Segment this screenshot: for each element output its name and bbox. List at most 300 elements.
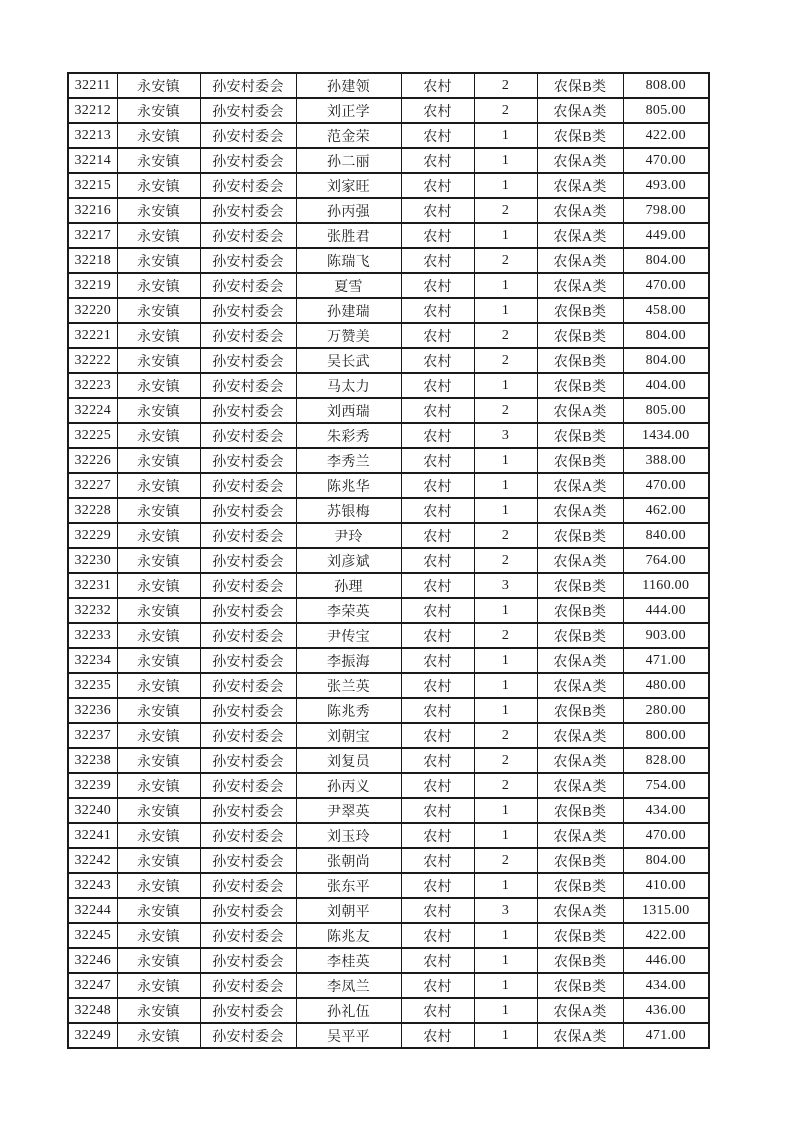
cell-residence-type: 农村 <box>401 298 474 323</box>
cell-village-committee: 孙安村委会 <box>200 273 296 298</box>
cell-person-count: 1 <box>474 473 537 498</box>
cell-serial-number: 32216 <box>68 198 117 223</box>
cell-residence-type: 农村 <box>401 798 474 823</box>
cell-residence-type: 农村 <box>401 548 474 573</box>
cell-residence-type: 农村 <box>401 448 474 473</box>
cell-town: 永安镇 <box>117 98 200 123</box>
cell-town: 永安镇 <box>117 498 200 523</box>
cell-residence-type: 农村 <box>401 523 474 548</box>
cell-village-committee: 孙安村委会 <box>200 173 296 198</box>
cell-town: 永安镇 <box>117 298 200 323</box>
cell-town: 永安镇 <box>117 398 200 423</box>
cell-village-committee: 孙安村委会 <box>200 898 296 923</box>
cell-person-count: 2 <box>474 723 537 748</box>
cell-person-name: 范金荣 <box>296 123 401 148</box>
cell-serial-number: 32238 <box>68 748 117 773</box>
cell-village-committee: 孙安村委会 <box>200 248 296 273</box>
cell-village-committee: 孙安村委会 <box>200 698 296 723</box>
cell-town: 永安镇 <box>117 1023 200 1048</box>
beneficiary-roster-table <box>67 72 710 1049</box>
cell-person-name: 孙丙义 <box>296 773 401 798</box>
table-row <box>68 623 709 648</box>
cell-village-committee: 孙安村委会 <box>200 823 296 848</box>
cell-town: 永安镇 <box>117 573 200 598</box>
cell-person-name: 李秀兰 <box>296 448 401 473</box>
cell-town: 永安镇 <box>117 73 200 98</box>
table-row <box>68 773 709 798</box>
cell-town: 永安镇 <box>117 348 200 373</box>
cell-serial-number: 32215 <box>68 173 117 198</box>
cell-person-name: 张胜君 <box>296 223 401 248</box>
cell-insurance-category: 农保B类 <box>537 423 623 448</box>
cell-insurance-category: 农保A类 <box>537 248 623 273</box>
cell-village-committee: 孙安村委会 <box>200 573 296 598</box>
cell-insurance-category: 农保B类 <box>537 298 623 323</box>
cell-residence-type: 农村 <box>401 998 474 1023</box>
cell-amount: 1434.00 <box>623 423 709 448</box>
table-row <box>68 273 709 298</box>
table-row <box>68 373 709 398</box>
cell-amount: 434.00 <box>623 798 709 823</box>
table-row <box>68 98 709 123</box>
cell-insurance-category: 农保A类 <box>537 548 623 573</box>
cell-town: 永安镇 <box>117 548 200 573</box>
table-row <box>68 998 709 1023</box>
cell-person-count: 1 <box>474 498 537 523</box>
cell-residence-type: 农村 <box>401 73 474 98</box>
cell-person-count: 1 <box>474 973 537 998</box>
cell-person-count: 3 <box>474 573 537 598</box>
cell-village-committee: 孙安村委会 <box>200 973 296 998</box>
cell-amount: 804.00 <box>623 348 709 373</box>
cell-town: 永安镇 <box>117 173 200 198</box>
cell-amount: 804.00 <box>623 848 709 873</box>
cell-amount: 804.00 <box>623 248 709 273</box>
table-row <box>68 198 709 223</box>
cell-person-name: 陈瑞飞 <box>296 248 401 273</box>
table-row <box>68 723 709 748</box>
cell-insurance-category: 农保B类 <box>537 523 623 548</box>
cell-serial-number: 32240 <box>68 798 117 823</box>
cell-amount: 410.00 <box>623 873 709 898</box>
cell-village-committee: 孙安村委会 <box>200 473 296 498</box>
cell-person-count: 2 <box>474 73 537 98</box>
cell-serial-number: 32227 <box>68 473 117 498</box>
cell-village-committee: 孙安村委会 <box>200 523 296 548</box>
cell-insurance-category: 农保A类 <box>537 148 623 173</box>
cell-person-count: 2 <box>474 848 537 873</box>
cell-town: 永安镇 <box>117 748 200 773</box>
cell-town: 永安镇 <box>117 198 200 223</box>
cell-town: 永安镇 <box>117 448 200 473</box>
cell-person-name: 尹玲 <box>296 523 401 548</box>
cell-town: 永安镇 <box>117 523 200 548</box>
cell-amount: 462.00 <box>623 498 709 523</box>
cell-person-name: 刘朝平 <box>296 898 401 923</box>
cell-town: 永安镇 <box>117 673 200 698</box>
cell-residence-type: 农村 <box>401 198 474 223</box>
cell-serial-number: 32228 <box>68 498 117 523</box>
table-row <box>68 348 709 373</box>
cell-person-name: 李凤兰 <box>296 973 401 998</box>
cell-insurance-category: 农保B类 <box>537 373 623 398</box>
cell-serial-number: 32239 <box>68 773 117 798</box>
cell-amount: 446.00 <box>623 948 709 973</box>
table-row <box>68 598 709 623</box>
cell-person-name: 张东平 <box>296 873 401 898</box>
cell-town: 永安镇 <box>117 723 200 748</box>
cell-village-committee: 孙安村委会 <box>200 423 296 448</box>
cell-residence-type: 农村 <box>401 698 474 723</box>
cell-town: 永安镇 <box>117 373 200 398</box>
cell-village-committee: 孙安村委会 <box>200 773 296 798</box>
cell-person-count: 2 <box>474 323 537 348</box>
cell-person-name: 吴长武 <box>296 348 401 373</box>
cell-serial-number: 32221 <box>68 323 117 348</box>
table-row <box>68 473 709 498</box>
cell-person-count: 2 <box>474 398 537 423</box>
cell-residence-type: 农村 <box>401 948 474 973</box>
cell-insurance-category: 农保B类 <box>537 848 623 873</box>
cell-residence-type: 农村 <box>401 598 474 623</box>
cell-village-committee: 孙安村委会 <box>200 348 296 373</box>
table-row <box>68 498 709 523</box>
cell-amount: 1160.00 <box>623 573 709 598</box>
cell-person-name: 刘西瑞 <box>296 398 401 423</box>
cell-village-committee: 孙安村委会 <box>200 323 296 348</box>
cell-residence-type: 农村 <box>401 898 474 923</box>
cell-serial-number: 32220 <box>68 298 117 323</box>
cell-person-name: 朱彩秀 <box>296 423 401 448</box>
cell-residence-type: 农村 <box>401 648 474 673</box>
cell-insurance-category: 农保B类 <box>537 798 623 823</box>
cell-village-committee: 孙安村委会 <box>200 148 296 173</box>
cell-person-name: 刘彦斌 <box>296 548 401 573</box>
cell-insurance-category: 农保B类 <box>537 698 623 723</box>
cell-town: 永安镇 <box>117 148 200 173</box>
cell-person-count: 1 <box>474 273 537 298</box>
cell-person-count: 2 <box>474 773 537 798</box>
cell-insurance-category: 农保A类 <box>537 223 623 248</box>
cell-person-count: 1 <box>474 698 537 723</box>
cell-person-count: 1 <box>474 823 537 848</box>
cell-insurance-category: 农保A类 <box>537 198 623 223</box>
cell-amount: 798.00 <box>623 198 709 223</box>
cell-village-committee: 孙安村委会 <box>200 598 296 623</box>
table-body <box>68 73 709 1048</box>
cell-amount: 280.00 <box>623 698 709 723</box>
cell-person-name: 李荣英 <box>296 598 401 623</box>
table-row <box>68 73 709 98</box>
cell-village-committee: 孙安村委会 <box>200 873 296 898</box>
cell-amount: 436.00 <box>623 998 709 1023</box>
cell-person-count: 3 <box>474 898 537 923</box>
cell-serial-number: 32232 <box>68 598 117 623</box>
cell-person-name: 孙二丽 <box>296 148 401 173</box>
cell-village-committee: 孙安村委会 <box>200 398 296 423</box>
cell-residence-type: 农村 <box>401 923 474 948</box>
cell-town: 永安镇 <box>117 598 200 623</box>
cell-person-count: 2 <box>474 623 537 648</box>
cell-town: 永安镇 <box>117 798 200 823</box>
cell-residence-type: 农村 <box>401 223 474 248</box>
cell-person-count: 1 <box>474 923 537 948</box>
cell-person-name: 万赞美 <box>296 323 401 348</box>
cell-amount: 805.00 <box>623 98 709 123</box>
cell-person-name: 马太力 <box>296 373 401 398</box>
cell-person-name: 夏雪 <box>296 273 401 298</box>
cell-person-name: 李振海 <box>296 648 401 673</box>
cell-amount: 471.00 <box>623 1023 709 1048</box>
cell-village-committee: 孙安村委会 <box>200 448 296 473</box>
cell-insurance-category: 农保A类 <box>537 723 623 748</box>
cell-residence-type: 农村 <box>401 273 474 298</box>
cell-insurance-category: 农保B类 <box>537 323 623 348</box>
cell-insurance-category: 农保B类 <box>537 623 623 648</box>
table-row <box>68 673 709 698</box>
table-row <box>68 823 709 848</box>
cell-serial-number: 32231 <box>68 573 117 598</box>
cell-serial-number: 32244 <box>68 898 117 923</box>
cell-residence-type: 农村 <box>401 873 474 898</box>
table-row <box>68 948 709 973</box>
cell-town: 永安镇 <box>117 223 200 248</box>
cell-village-committee: 孙安村委会 <box>200 998 296 1023</box>
cell-amount: 828.00 <box>623 748 709 773</box>
cell-person-count: 1 <box>474 948 537 973</box>
cell-amount: 480.00 <box>623 673 709 698</box>
cell-village-committee: 孙安村委会 <box>200 298 296 323</box>
cell-residence-type: 农村 <box>401 323 474 348</box>
cell-amount: 404.00 <box>623 373 709 398</box>
table-row <box>68 398 709 423</box>
cell-serial-number: 32212 <box>68 98 117 123</box>
cell-serial-number: 32224 <box>68 398 117 423</box>
cell-person-name: 陈兆友 <box>296 923 401 948</box>
cell-town: 永安镇 <box>117 998 200 1023</box>
cell-person-count: 2 <box>474 248 537 273</box>
cell-insurance-category: 农保B类 <box>537 873 623 898</box>
cell-person-name: 孙建领 <box>296 73 401 98</box>
cell-person-count: 1 <box>474 873 537 898</box>
cell-insurance-category: 农保A类 <box>537 898 623 923</box>
cell-person-name: 尹传宝 <box>296 623 401 648</box>
cell-residence-type: 农村 <box>401 748 474 773</box>
cell-town: 永安镇 <box>117 698 200 723</box>
cell-insurance-category: 农保A类 <box>537 473 623 498</box>
cell-residence-type: 农村 <box>401 173 474 198</box>
cell-village-committee: 孙安村委会 <box>200 373 296 398</box>
cell-serial-number: 32243 <box>68 873 117 898</box>
cell-village-committee: 孙安村委会 <box>200 198 296 223</box>
cell-amount: 458.00 <box>623 298 709 323</box>
cell-insurance-category: 农保A类 <box>537 498 623 523</box>
cell-person-name: 刘玉玲 <box>296 823 401 848</box>
table-row <box>68 1023 709 1048</box>
table-row <box>68 923 709 948</box>
cell-residence-type: 农村 <box>401 498 474 523</box>
cell-insurance-category: 农保B类 <box>537 923 623 948</box>
cell-amount: 903.00 <box>623 623 709 648</box>
cell-insurance-category: 农保B类 <box>537 448 623 473</box>
cell-insurance-category: 农保B类 <box>537 73 623 98</box>
cell-person-name: 张朝尚 <box>296 848 401 873</box>
cell-serial-number: 32236 <box>68 698 117 723</box>
table-row <box>68 973 709 998</box>
cell-person-name: 李桂英 <box>296 948 401 973</box>
table-row <box>68 873 709 898</box>
cell-town: 永安镇 <box>117 648 200 673</box>
cell-person-name: 孙理 <box>296 573 401 598</box>
cell-serial-number: 32229 <box>68 523 117 548</box>
cell-person-name: 尹翠英 <box>296 798 401 823</box>
cell-serial-number: 32219 <box>68 273 117 298</box>
table-row <box>68 848 709 873</box>
table-row <box>68 298 709 323</box>
cell-residence-type: 农村 <box>401 473 474 498</box>
cell-person-count: 1 <box>474 148 537 173</box>
cell-person-count: 2 <box>474 198 537 223</box>
cell-serial-number: 32214 <box>68 148 117 173</box>
cell-serial-number: 32241 <box>68 823 117 848</box>
cell-residence-type: 农村 <box>401 823 474 848</box>
cell-person-count: 1 <box>474 798 537 823</box>
cell-village-committee: 孙安村委会 <box>200 223 296 248</box>
cell-town: 永安镇 <box>117 473 200 498</box>
cell-serial-number: 32218 <box>68 248 117 273</box>
cell-serial-number: 32235 <box>68 673 117 698</box>
cell-residence-type: 农村 <box>401 673 474 698</box>
cell-village-committee: 孙安村委会 <box>200 948 296 973</box>
cell-insurance-category: 农保B类 <box>537 948 623 973</box>
table-row <box>68 548 709 573</box>
cell-town: 永安镇 <box>117 923 200 948</box>
cell-town: 永安镇 <box>117 323 200 348</box>
cell-town: 永安镇 <box>117 948 200 973</box>
cell-residence-type: 农村 <box>401 848 474 873</box>
cell-residence-type: 农村 <box>401 123 474 148</box>
table-row <box>68 323 709 348</box>
cell-village-committee: 孙安村委会 <box>200 1023 296 1048</box>
table-row <box>68 173 709 198</box>
cell-amount: 470.00 <box>623 473 709 498</box>
cell-person-name: 孙丙强 <box>296 198 401 223</box>
cell-person-count: 3 <box>474 423 537 448</box>
cell-insurance-category: 农保A类 <box>537 773 623 798</box>
cell-insurance-category: 农保A类 <box>537 1023 623 1048</box>
cell-insurance-category: 农保B类 <box>537 973 623 998</box>
cell-insurance-category: 农保A类 <box>537 273 623 298</box>
cell-person-count: 1 <box>474 448 537 473</box>
cell-person-name: 孙礼伍 <box>296 998 401 1023</box>
cell-residence-type: 农村 <box>401 1023 474 1048</box>
cell-residence-type: 农村 <box>401 573 474 598</box>
cell-amount: 449.00 <box>623 223 709 248</box>
cell-village-committee: 孙安村委会 <box>200 798 296 823</box>
table-row <box>68 898 709 923</box>
cell-amount: 470.00 <box>623 823 709 848</box>
cell-residence-type: 农村 <box>401 973 474 998</box>
cell-amount: 422.00 <box>623 123 709 148</box>
cell-serial-number: 32225 <box>68 423 117 448</box>
cell-amount: 840.00 <box>623 523 709 548</box>
table-row <box>68 523 709 548</box>
cell-person-count: 1 <box>474 598 537 623</box>
cell-amount: 493.00 <box>623 173 709 198</box>
cell-village-committee: 孙安村委会 <box>200 548 296 573</box>
cell-village-committee: 孙安村委会 <box>200 73 296 98</box>
cell-town: 永安镇 <box>117 423 200 448</box>
cell-serial-number: 32242 <box>68 848 117 873</box>
table-row <box>68 248 709 273</box>
cell-town: 永安镇 <box>117 898 200 923</box>
cell-person-count: 1 <box>474 673 537 698</box>
cell-insurance-category: 农保A类 <box>537 648 623 673</box>
cell-amount: 805.00 <box>623 398 709 423</box>
cell-amount: 804.00 <box>623 323 709 348</box>
cell-residence-type: 农村 <box>401 148 474 173</box>
cell-person-count: 1 <box>474 298 537 323</box>
cell-insurance-category: 农保A类 <box>537 823 623 848</box>
cell-insurance-category: 农保A类 <box>537 998 623 1023</box>
cell-serial-number: 32213 <box>68 123 117 148</box>
cell-amount: 471.00 <box>623 648 709 673</box>
cell-residence-type: 农村 <box>401 423 474 448</box>
cell-amount: 800.00 <box>623 723 709 748</box>
cell-person-name: 孙建瑞 <box>296 298 401 323</box>
cell-person-name: 陈兆华 <box>296 473 401 498</box>
cell-person-name: 刘正学 <box>296 98 401 123</box>
cell-person-count: 2 <box>474 348 537 373</box>
cell-town: 永安镇 <box>117 273 200 298</box>
cell-insurance-category: 农保A类 <box>537 98 623 123</box>
cell-person-count: 1 <box>474 1023 537 1048</box>
cell-residence-type: 农村 <box>401 98 474 123</box>
cell-amount: 764.00 <box>623 548 709 573</box>
cell-person-count: 1 <box>474 373 537 398</box>
cell-amount: 754.00 <box>623 773 709 798</box>
cell-amount: 808.00 <box>623 73 709 98</box>
cell-town: 永安镇 <box>117 248 200 273</box>
cell-person-count: 1 <box>474 648 537 673</box>
cell-person-count: 1 <box>474 223 537 248</box>
cell-village-committee: 孙安村委会 <box>200 498 296 523</box>
cell-residence-type: 农村 <box>401 723 474 748</box>
cell-town: 永安镇 <box>117 823 200 848</box>
cell-insurance-category: 农保A类 <box>537 398 623 423</box>
cell-person-name: 刘复员 <box>296 748 401 773</box>
cell-amount: 470.00 <box>623 148 709 173</box>
cell-person-count: 2 <box>474 98 537 123</box>
cell-person-count: 2 <box>474 523 537 548</box>
cell-serial-number: 32248 <box>68 998 117 1023</box>
cell-town: 永安镇 <box>117 873 200 898</box>
cell-village-committee: 孙安村委会 <box>200 723 296 748</box>
cell-village-committee: 孙安村委会 <box>200 648 296 673</box>
cell-serial-number: 32234 <box>68 648 117 673</box>
cell-person-name: 刘朝宝 <box>296 723 401 748</box>
cell-town: 永安镇 <box>117 123 200 148</box>
cell-amount: 470.00 <box>623 273 709 298</box>
cell-residence-type: 农村 <box>401 773 474 798</box>
cell-amount: 444.00 <box>623 598 709 623</box>
table-row <box>68 748 709 773</box>
cell-village-committee: 孙安村委会 <box>200 623 296 648</box>
cell-residence-type: 农村 <box>401 248 474 273</box>
cell-serial-number: 32230 <box>68 548 117 573</box>
cell-town: 永安镇 <box>117 623 200 648</box>
cell-insurance-category: 农保A类 <box>537 748 623 773</box>
